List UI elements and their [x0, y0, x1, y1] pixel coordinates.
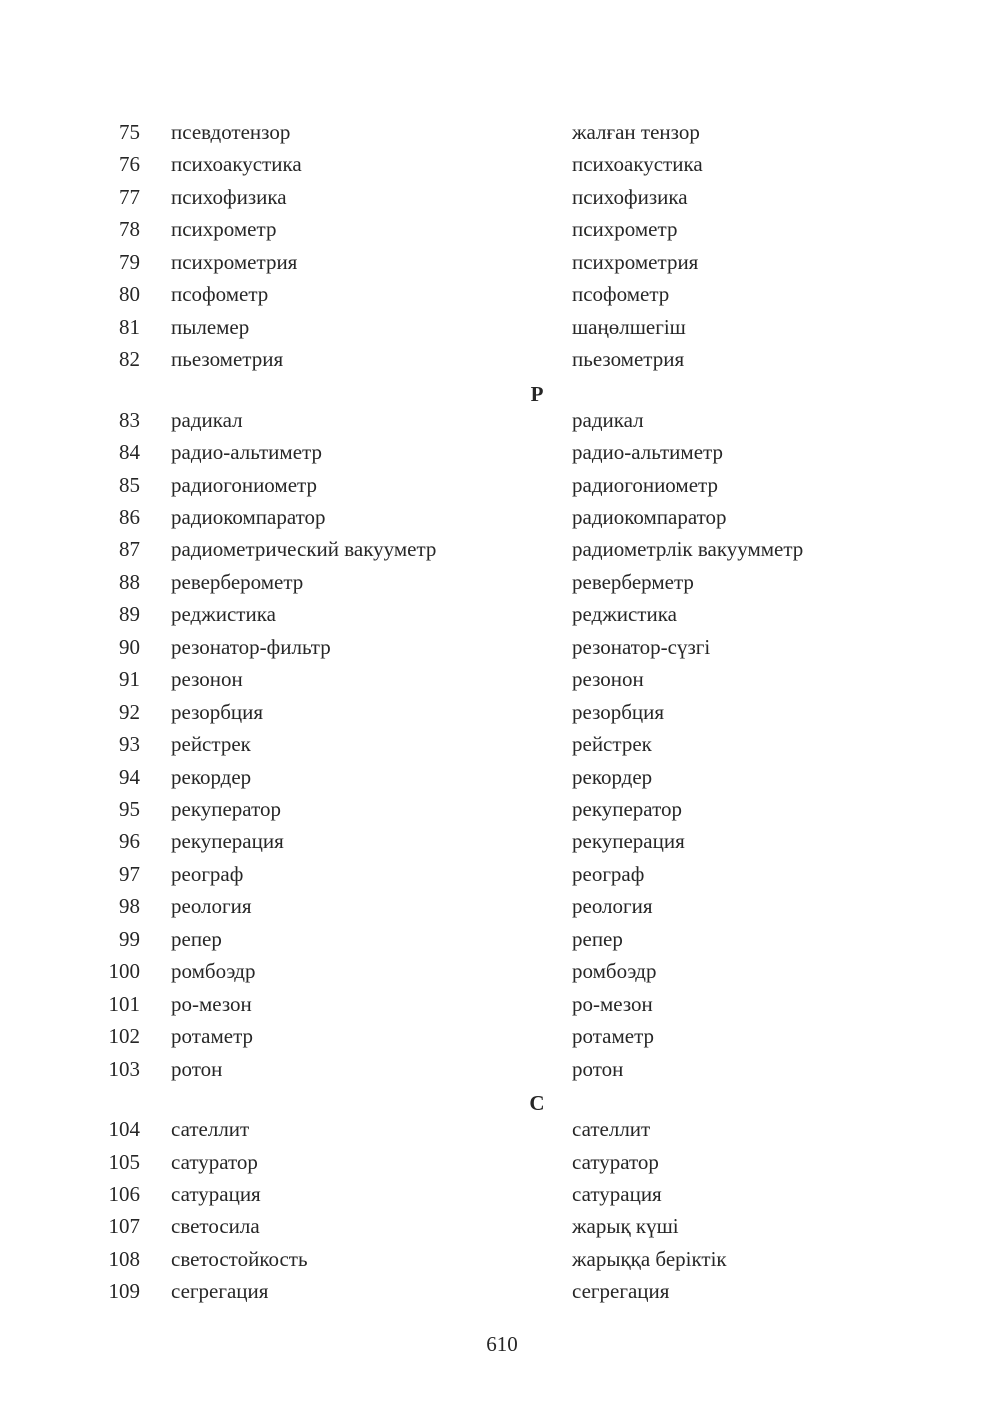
term-number: 91 [119, 667, 140, 692]
term-row [0, 598, 1004, 630]
term-number: 78 [119, 217, 140, 242]
term-number: 101 [108, 991, 140, 1016]
term-kazakh: псофометр [572, 282, 670, 307]
term-russian: радиогониометр [171, 472, 317, 497]
term-kazakh: психоакустика [572, 152, 703, 177]
term-row [0, 1243, 1004, 1275]
term-kazakh: сегрегация [572, 1279, 670, 1304]
term-kazakh: жалған тензор [572, 120, 700, 144]
term-row [0, 501, 1004, 533]
term-row [0, 1178, 1004, 1210]
term-russian: ромбоэдр [171, 959, 256, 984]
term-kazakh: резорбция [572, 699, 665, 724]
term-kazakh: ротаметр [572, 1024, 655, 1049]
term-number: 105 [108, 1149, 140, 1174]
term-number: 86 [119, 504, 140, 529]
term-number: 100 [108, 959, 140, 984]
section-letter-heading: Р [530, 381, 544, 406]
term-number: 83 [119, 407, 140, 432]
term-row [0, 728, 1004, 760]
term-kazakh: шаңөлшегіш [572, 314, 686, 339]
term-number: 102 [108, 1024, 140, 1049]
term-russian: сатурация [171, 1181, 261, 1206]
term-row [0, 278, 1004, 310]
term-number: 82 [119, 347, 140, 372]
term-row [0, 761, 1004, 793]
term-russian: пылемер [171, 314, 250, 339]
term-row [0, 213, 1004, 245]
term-row [0, 116, 1004, 148]
term-kazakh: резонон [572, 667, 644, 692]
page-number: 610 [486, 1332, 518, 1356]
term-russian: рекуператор [171, 797, 281, 821]
term-kazakh: психрометрия [572, 249, 699, 274]
term-row [0, 663, 1004, 695]
term-russian: радиометрический вакууметр [171, 537, 437, 562]
term-number: 109 [108, 1279, 140, 1304]
term-row [0, 631, 1004, 663]
term-russian: репер [171, 926, 222, 951]
term-number: 104 [108, 1117, 140, 1142]
term-kazakh: рекуперация [572, 829, 685, 854]
term-kazakh: рейстрек [572, 732, 652, 757]
term-russian: ротон [171, 1056, 223, 1081]
term-russian: радио-альтиметр [171, 440, 322, 465]
term-number: 87 [119, 537, 140, 562]
term-row [0, 566, 1004, 598]
term-row [0, 436, 1004, 468]
term-russian: ротаметр [171, 1024, 254, 1049]
term-russian: сатуратор [171, 1149, 258, 1174]
term-russian: психрометрия [171, 249, 298, 274]
term-row [0, 181, 1004, 213]
term-kazakh: репер [572, 926, 623, 951]
term-row [0, 533, 1004, 565]
term-kazakh: пьезометрия [572, 347, 685, 372]
term-row [0, 696, 1004, 728]
term-kazakh: рекуператор [572, 797, 682, 821]
term-kazakh: сатуратор [572, 1149, 659, 1174]
term-number: 99 [119, 926, 140, 951]
term-number: 79 [119, 249, 140, 274]
term-number: 97 [119, 861, 140, 886]
term-number: 106 [108, 1181, 140, 1206]
term-russian: пьезометрия [171, 347, 284, 372]
term-russian: светостойкость [171, 1246, 308, 1271]
term-russian: сегрегация [171, 1279, 269, 1304]
term-number: 96 [119, 829, 140, 854]
term-russian: реджистика [171, 602, 276, 627]
term-number: 80 [119, 282, 140, 307]
term-number: 94 [119, 764, 140, 789]
term-kazakh: сатурация [572, 1181, 662, 1206]
term-russian: рейстрек [171, 732, 251, 757]
term-russian: сателлит [171, 1117, 250, 1142]
term-kazakh: радиокомпаратор [572, 504, 727, 529]
term-number: 98 [119, 894, 140, 919]
term-kazakh: жарыққа беріктік [572, 1246, 727, 1271]
term-row [0, 1275, 1004, 1307]
term-number: 107 [108, 1214, 140, 1239]
term-row [0, 923, 1004, 955]
term-number: 108 [108, 1246, 140, 1271]
term-number: 76 [119, 152, 140, 177]
term-kazakh: ротон [572, 1056, 624, 1081]
term-row [0, 1146, 1004, 1178]
term-row [0, 311, 1004, 343]
term-row [0, 890, 1004, 922]
term-row [0, 858, 1004, 890]
term-russian: радикал [171, 407, 243, 432]
term-russian: реология [171, 894, 252, 919]
term-kazakh: психрометр [572, 217, 678, 242]
term-russian: психрометр [171, 217, 277, 242]
term-number: 89 [119, 602, 140, 627]
term-russian: рекуперация [171, 829, 284, 854]
term-russian: реверберометр [171, 569, 304, 594]
term-kazakh: резонатор-сүзгі [572, 634, 711, 659]
term-number: 81 [119, 314, 140, 339]
term-kazakh: радиогониометр [572, 472, 718, 497]
term-kazakh: психофизика [572, 184, 688, 209]
term-row [0, 246, 1004, 278]
term-number: 75 [119, 120, 140, 144]
term-number: 84 [119, 440, 140, 465]
term-row [0, 404, 1004, 436]
term-kazakh: реджистика [572, 602, 677, 627]
term-number: 88 [119, 569, 140, 594]
term-number: 90 [119, 634, 140, 659]
term-russian: псевдотензор [171, 120, 291, 144]
term-row [0, 1210, 1004, 1242]
term-russian: психофизика [171, 184, 287, 209]
term-row [0, 1020, 1004, 1052]
term-number: 93 [119, 732, 140, 757]
term-row [0, 988, 1004, 1020]
term-row [0, 469, 1004, 501]
term-number: 103 [108, 1056, 140, 1081]
term-kazakh: реология [572, 894, 653, 919]
term-russian: радиокомпаратор [171, 504, 326, 529]
term-number: 92 [119, 699, 140, 724]
term-kazakh: ро-мезон [572, 991, 653, 1016]
term-russian: реограф [171, 861, 244, 886]
term-russian: резонон [171, 667, 243, 692]
term-russian: светосила [171, 1214, 260, 1239]
term-row [0, 343, 1004, 375]
term-russian: психоакустика [171, 152, 302, 177]
term-russian: резорбция [171, 699, 264, 724]
term-row [0, 825, 1004, 857]
term-kazakh: ромбоэдр [572, 959, 657, 984]
term-row [0, 148, 1004, 180]
term-row [0, 955, 1004, 987]
term-row [0, 1113, 1004, 1145]
term-kazakh: рекордер [572, 764, 653, 789]
term-number: 95 [119, 797, 140, 821]
term-russian: рекордер [171, 764, 252, 789]
term-kazakh: радикал [572, 407, 644, 432]
term-row [0, 1053, 1004, 1085]
section-letter-heading: С [529, 1091, 545, 1116]
term-kazakh: сателлит [572, 1117, 651, 1142]
term-kazakh: жарық күші [572, 1214, 679, 1239]
term-number: 85 [119, 472, 140, 497]
term-russian: резонатор-фильтр [171, 634, 331, 659]
term-kazakh: реограф [572, 861, 645, 886]
term-kazakh: радио-альтиметр [572, 440, 723, 465]
term-russian: ро-мезон [171, 991, 252, 1016]
term-russian: псофометр [171, 282, 269, 307]
term-row [0, 793, 1004, 825]
term-number: 77 [119, 184, 140, 209]
term-kazakh: реверберметр [572, 569, 694, 594]
term-kazakh: радиометрлік вакуумметр [572, 537, 804, 562]
